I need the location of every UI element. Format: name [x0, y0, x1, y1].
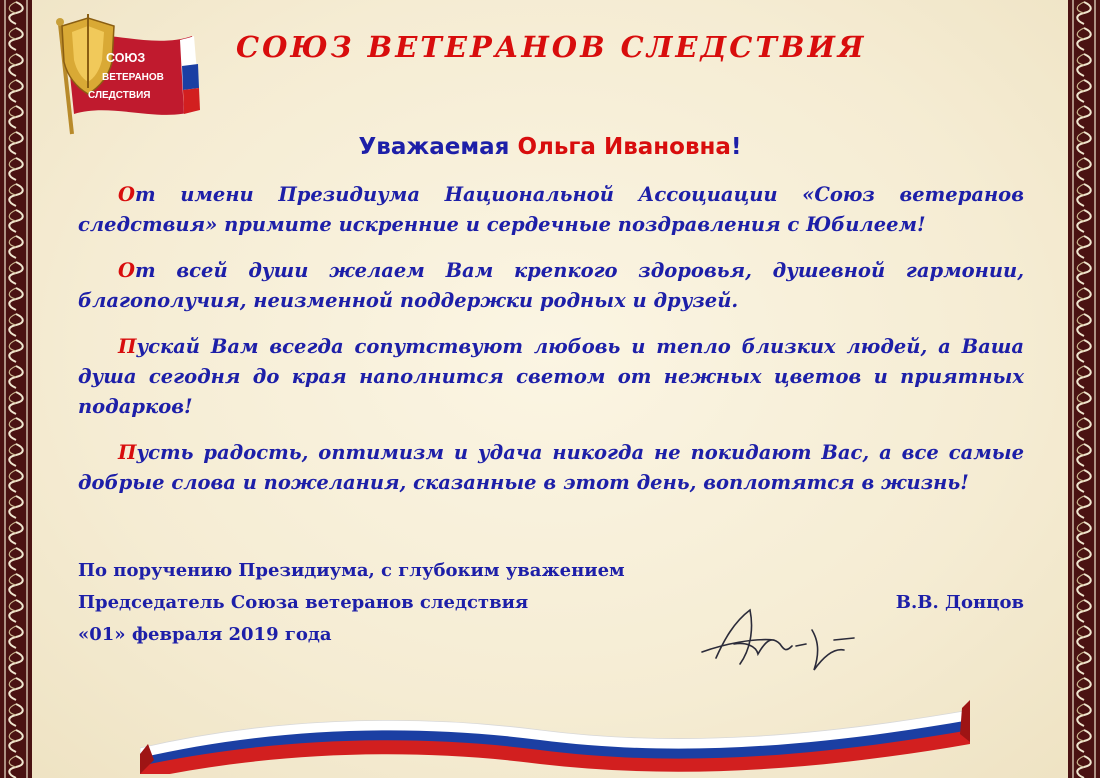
paragraph-1	[78, 180, 1024, 240]
greeting-suffix: !	[730, 134, 742, 160]
signer-position: Председатель Союза ветеранов следствия	[78, 592, 529, 613]
paragraph-4-initial: П	[118, 441, 137, 464]
signature-line-2	[78, 592, 1024, 613]
emblem-text-line-2: ВЕТЕРАНОВ	[102, 72, 164, 83]
signature-line-1: По поручению Президиума, с глубоким уважением	[78, 560, 625, 581]
signer-name: В.В. Донцов	[895, 592, 1024, 613]
paragraph-3-initial: П	[118, 335, 137, 358]
handwritten-signature	[694, 600, 864, 680]
paragraph-1-initial: О	[118, 183, 135, 206]
union-emblem-flag	[42, 6, 212, 138]
greeting-prefix: Уважаемая	[358, 134, 518, 160]
union-title: СОЮЗ ВЕТЕРАНОВ СЛЕДСТВИЯ	[236, 30, 867, 64]
left-ornament-pattern	[0, 0, 32, 778]
paragraph-2-text: т всей души желаем Вам крепкого здоровья, душевной гармонии, благополучия, неизменной поддержки родных и друзей.	[78, 259, 1024, 312]
paragraph-3	[78, 332, 1024, 422]
greeting-line	[0, 134, 1100, 160]
emblem-text-line-3: СЛЕДСТВИЯ	[88, 90, 151, 101]
left-ornament-border	[0, 0, 32, 778]
paragraph-2	[78, 256, 1024, 316]
paragraph-1-text: т имени Президиума Национальной Ассоциации «Союз ветеранов следствия» примите искренние и сердечные поздравления с Юбилеем!	[78, 183, 1024, 236]
letter-body	[78, 180, 1024, 514]
letter-date: «01» февраля 2019 года	[78, 624, 332, 645]
paragraph-4-text: усть радость, оптимизм и удача никогда не покидают Вас, а все самые добрые слова и пожелания, сказанные в этот день, воплотятся в жизнь!	[78, 441, 1024, 494]
paragraph-2-initial: О	[118, 259, 135, 282]
paragraph-4	[78, 438, 1024, 498]
right-ornament-pattern	[1068, 0, 1100, 778]
paragraph-3-text: ускай Вам всегда сопутствуют любовь и тепло близких людей, а Ваша душа сегодня до края наполнится светом от нежных цветов и приятных подарков!	[78, 335, 1024, 418]
emblem-text-line-1: СОЮЗ	[106, 51, 146, 65]
right-ornament-border	[1068, 0, 1100, 778]
tricolor-ribbon	[140, 690, 970, 774]
addressee-name: Ольга Ивановна	[517, 134, 731, 160]
